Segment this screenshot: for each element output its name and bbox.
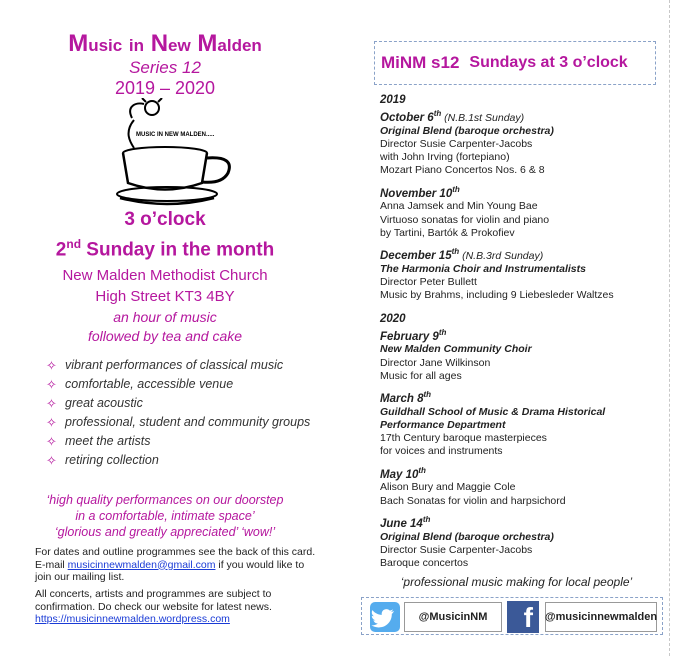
event-line: Director Peter Bullett <box>380 276 477 289</box>
list-item <box>380 513 665 570</box>
series-subtitle: Sundays at 3 o’clock <box>469 54 628 71</box>
event-title: The Harmonia Choir and Instrumentalists <box>380 262 586 275</box>
list-item: ✧ vibrant performances of classical music <box>46 358 284 373</box>
contact-info: For dates and outline programmes see the back of this card. E-mail musicinnewmalden@gmail.com if you would like to join our mailing list. <box>35 546 316 583</box>
page-title: Music in New Malden <box>68 30 262 57</box>
event-date: March 8th <box>380 389 432 405</box>
list-item: ✧ great acoustic <box>46 396 143 411</box>
list-item: ✧ professional, student and community groups <box>46 415 311 430</box>
event-line: Director Jane Wilkinson <box>380 356 491 369</box>
event-line: Mozart Piano Concertos Nos. 6 & 8 <box>380 164 545 177</box>
event-date: October 6th (N.B.1st Sunday) <box>380 109 525 124</box>
venue-name: New Malden Methodist Church <box>62 267 268 284</box>
features-list <box>46 356 316 470</box>
twitter-handle[interactable]: @MusicinNM <box>404 602 502 632</box>
twitter-icon[interactable] <box>370 602 400 632</box>
facebook-icon[interactable]: f <box>507 601 539 633</box>
event-line: Anna Jamsek and Min Young Bae <box>380 200 538 213</box>
event-date: December 15th (N.B.3rd Sunday) <box>380 247 544 262</box>
year-heading: 2019 <box>380 94 406 106</box>
testimonial-line: ‘high quality performances on our doorstep <box>46 493 284 507</box>
event-title: Guildhall School of Music & Drama Historical Performance Department <box>380 405 606 431</box>
event-line: for voices and instruments <box>380 445 503 458</box>
teacup-logo <box>110 98 245 208</box>
list-item <box>380 183 665 240</box>
tagline: ‘professional music making for local people’ <box>400 575 633 589</box>
bullet-star-icon: ✧ <box>46 358 57 373</box>
left-panel <box>0 0 330 656</box>
website-link[interactable]: https://musicinnewmalden.wordpress.com <box>35 613 230 625</box>
list-item: ✧ meet the artists <box>46 434 151 449</box>
series-label: Series 12 <box>129 58 201 77</box>
list-item <box>380 245 665 302</box>
event-line: Music for all ages <box>380 369 462 382</box>
hour-line: an hour of music <box>113 309 217 325</box>
list-item <box>380 107 665 178</box>
cup-caption: MUSIC IN NEW MALDEN..... <box>136 132 215 138</box>
facebook-handle[interactable]: @musicinnewmalden <box>545 602 657 632</box>
tea-line: followed by tea and cake <box>87 328 243 344</box>
series-code: MiNM s12 <box>381 53 460 72</box>
right-panel <box>345 0 665 656</box>
events-list <box>380 93 665 575</box>
bullet-star-icon: ✧ <box>46 415 57 430</box>
programme-header <box>374 41 656 85</box>
season-years: 2019 – 2020 <box>114 78 216 98</box>
testimonial-line: ‘glorious and greatly appreciated’ ‘wow!’ <box>54 525 276 539</box>
email-link[interactable]: musicinnewmalden@gmail.com <box>67 558 216 571</box>
event-title: New Malden Community Choir <box>380 343 532 356</box>
list-item <box>380 464 665 508</box>
bullet-star-icon: ✧ <box>46 377 57 392</box>
event-date: February 9th <box>380 327 447 343</box>
event-date: November 10th <box>380 184 460 200</box>
event-line: by Tartini, Bartók & Prokofiev <box>380 226 515 239</box>
event-line: 17th Century baroque masterpieces <box>380 432 547 445</box>
time-label: 3 o’clock <box>124 209 206 230</box>
event-line: Alison Bury and Maggie Cole <box>380 481 516 494</box>
bullet-star-icon: ✧ <box>46 396 57 411</box>
social-links <box>361 597 663 635</box>
schedule-label: 2nd Sunday in the month <box>55 237 275 261</box>
event-line: with John Irving (fortepiano) <box>380 151 510 164</box>
venue-address: High Street KT3 4BY <box>95 288 235 305</box>
year-heading: 2020 <box>380 312 406 325</box>
event-line: Music by Brahms, including 9 Liebesleder Waltzes <box>380 289 614 302</box>
bullet-star-icon: ✧ <box>46 453 57 468</box>
event-line: Virtuoso sonatas for violin and piano <box>380 213 550 226</box>
bullet-star-icon: ✧ <box>46 434 57 449</box>
testimonial-line: in a comfortable, intimate space’ <box>75 509 255 523</box>
card-edge <box>669 0 670 656</box>
list-item <box>380 388 665 459</box>
event-title: Original Blend (baroque orchestra) <box>380 530 554 543</box>
event-line: Baroque concertos <box>380 557 469 570</box>
event-date: June 14th <box>380 514 431 530</box>
event-title: Original Blend (baroque orchestra) <box>380 124 554 137</box>
list-item <box>380 326 665 383</box>
event-line: Director Susie Carpenter-Jacobs <box>380 543 533 556</box>
disclaimer: All concerts, artists and programmes are subject to confirmation. Do check our website for latest news. https://musicinnewmalden.wordpress.com <box>35 588 272 625</box>
event-line: Bach Sonatas for violin and harpsichord <box>380 494 566 507</box>
list-item: ✧ retiring collection <box>46 453 159 468</box>
event-line: Director Susie Carpenter-Jacobs <box>380 138 533 151</box>
list-item: ✧ comfortable, accessible venue <box>46 377 234 392</box>
event-date: May 10th <box>380 465 426 481</box>
